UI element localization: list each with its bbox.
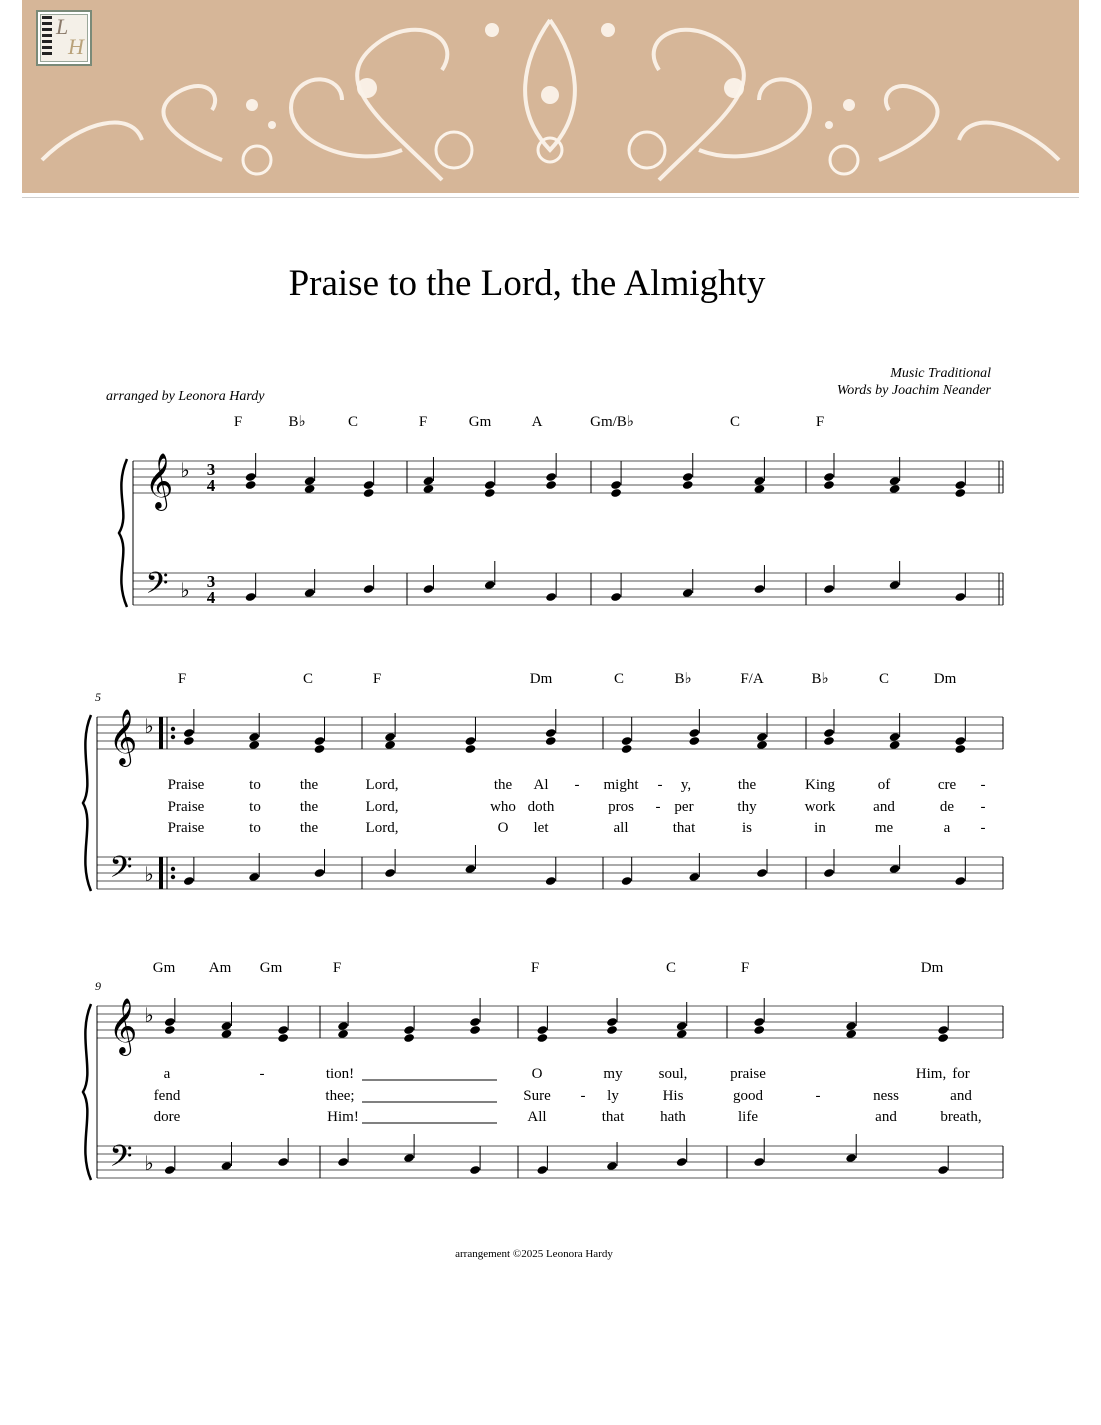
- bass-note: [183, 876, 195, 886]
- lyric-syllable: dore: [153, 1109, 181, 1125]
- treble-note: [610, 488, 622, 498]
- treble-note: [245, 480, 257, 490]
- treble-clef-icon: 𝄞: [108, 1000, 138, 1053]
- measure-number: 9: [95, 979, 101, 993]
- treble-note: [403, 1025, 415, 1035]
- arranger-credit: arranged by Leonora Hardy: [106, 389, 265, 404]
- treble-note: [469, 1017, 481, 1027]
- lyric-syllable: breath,: [940, 1109, 982, 1125]
- logo-letter-l: L: [56, 14, 69, 39]
- logo-letter-h: H: [68, 34, 84, 59]
- treble-note: [469, 1025, 481, 1035]
- lyric-syllable: -: [657, 777, 663, 793]
- measure-number: 5: [95, 690, 101, 704]
- flat-icon: ♭: [180, 460, 190, 482]
- treble-note: [363, 480, 375, 490]
- lyric-syllable: the: [737, 777, 757, 793]
- bass-note: [277, 1157, 289, 1167]
- lyric-syllable: Al: [533, 777, 549, 793]
- chord-symbol: F: [418, 414, 428, 430]
- chord-symbol: C: [347, 414, 359, 430]
- treble-note: [688, 736, 700, 746]
- lyric-syllable: per: [674, 799, 694, 815]
- bass-note: [753, 584, 765, 594]
- treble-note: [484, 480, 496, 490]
- treble-note: [314, 736, 326, 746]
- lyric-syllable: and: [873, 799, 895, 815]
- treble-note: [545, 472, 557, 482]
- treble-note: [277, 1025, 289, 1035]
- chord-symbol: Dm: [933, 671, 957, 687]
- chord-symbol: B♭: [811, 671, 829, 687]
- repeat-thick-bar: [159, 857, 163, 889]
- chord-symbol: Gm: [468, 414, 492, 430]
- page-title: Praise to the Lord, the Almighty: [288, 263, 766, 304]
- bass-note: [164, 1165, 176, 1175]
- time-signature-bottom: 4: [206, 588, 216, 607]
- treble-note: [465, 744, 477, 754]
- treble-note: [621, 736, 633, 746]
- words-credit: Words by Joachim Neander: [836, 383, 991, 398]
- grand-staff-brace: [83, 715, 91, 891]
- treble-note: [610, 480, 622, 490]
- lyric-syllable: let: [533, 820, 549, 836]
- lyric-syllable: tion!: [325, 1066, 355, 1082]
- bass-note: [621, 876, 633, 886]
- chord-symbol: F: [530, 960, 540, 976]
- treble-note: [183, 728, 195, 738]
- lyric-syllable: King: [805, 777, 835, 793]
- chord-symbol: B♭: [288, 414, 306, 430]
- bass-note: [610, 592, 622, 602]
- chord-symbol: F: [233, 414, 243, 430]
- lyric-syllable: who: [490, 799, 516, 815]
- treble-note: [536, 1033, 548, 1043]
- treble-clef-icon: 𝄞: [108, 711, 138, 764]
- lyric-syllable: work: [804, 799, 836, 815]
- treble-note: [823, 472, 835, 482]
- bass-note: [954, 592, 966, 602]
- treble-note: [688, 728, 700, 738]
- lyric-syllable: Him,: [915, 1066, 947, 1082]
- grand-staff-brace: [83, 1004, 91, 1180]
- bass-note: [423, 584, 435, 594]
- treble-note: [621, 744, 633, 754]
- treble-note: [164, 1017, 176, 1027]
- lyric-syllable: a: [163, 1066, 171, 1082]
- chord-symbol: A: [531, 414, 543, 430]
- treble-note: [606, 1025, 618, 1035]
- bass-clef-icon: 𝄢: [109, 1140, 133, 1180]
- lyric-syllable: thy: [737, 799, 757, 815]
- repeat-dot: [171, 727, 175, 731]
- chord-symbol: Gm/B♭: [590, 414, 634, 430]
- treble-note: [545, 480, 557, 490]
- treble-note: [753, 1025, 765, 1035]
- lyric-syllable: Praise: [167, 799, 205, 815]
- bass-note: [753, 1157, 765, 1167]
- bass-note: [363, 584, 375, 594]
- chord-symbol: F: [372, 671, 382, 687]
- lyric-syllable: Lord,: [365, 820, 399, 836]
- chord-symbol: F: [177, 671, 187, 687]
- lyric-syllable: Lord,: [365, 777, 399, 793]
- lyric-syllable: soul,: [658, 1066, 688, 1082]
- chord-symbol: Gm: [259, 960, 283, 976]
- time-signature-bottom: 4: [206, 476, 216, 495]
- lyric-syllable: for: [952, 1066, 970, 1082]
- treble-note: [954, 488, 966, 498]
- treble-note: [937, 1025, 949, 1035]
- lyric-syllable: the: [299, 799, 319, 815]
- treble-note: [954, 736, 966, 746]
- treble-note: [937, 1033, 949, 1043]
- treble-note: [753, 1017, 765, 1027]
- lyric-syllable: thee;: [325, 1088, 355, 1104]
- lyric-syllable: doth: [527, 799, 555, 815]
- lyric-syllable: and: [875, 1109, 897, 1125]
- lyric-syllable: y,: [680, 777, 692, 793]
- repeat-thick-bar: [159, 717, 163, 749]
- treble-note: [823, 480, 835, 490]
- lyric-syllable: -: [815, 1088, 821, 1104]
- bass-note: [676, 1157, 688, 1167]
- chord-symbol: C: [878, 671, 890, 687]
- treble-note: [545, 728, 557, 738]
- lyric-syllable: to: [249, 820, 261, 836]
- bass-note: [937, 1165, 949, 1175]
- lyric-syllable: O: [497, 820, 509, 836]
- music-credit: Music Traditional: [890, 366, 991, 381]
- lyric-syllable: -: [980, 820, 986, 836]
- time-signature-top: 3: [206, 460, 216, 479]
- chord-symbol: C: [665, 960, 677, 976]
- bass-note: [823, 584, 835, 594]
- bass-note: [314, 868, 326, 878]
- lyric-syllable: that: [672, 820, 696, 836]
- lyric-syllable: and: [950, 1088, 972, 1104]
- treble-note: [164, 1025, 176, 1035]
- lyric-syllable: fend: [153, 1088, 181, 1104]
- lyric-syllable: -: [980, 799, 986, 815]
- lyric-syllable: Him!: [327, 1109, 359, 1125]
- lyric-syllable: life: [738, 1109, 758, 1125]
- bass-note: [545, 592, 557, 602]
- treble-note: [465, 736, 477, 746]
- treble-note: [682, 480, 694, 490]
- lyric-syllable: is: [741, 820, 753, 836]
- lyric-syllable: good: [733, 1088, 763, 1104]
- lyric-syllable: all: [613, 820, 629, 836]
- bass-note: [536, 1165, 548, 1175]
- lyric-syllable: ness: [873, 1088, 899, 1104]
- lyric-syllable: my: [603, 1066, 623, 1082]
- treble-note: [403, 1033, 415, 1043]
- chord-symbol: C: [302, 671, 314, 687]
- chord-symbol: F: [815, 414, 825, 430]
- chord-symbol: C: [729, 414, 741, 430]
- flat-icon: ♭: [144, 864, 154, 886]
- lyric-syllable: -: [574, 777, 580, 793]
- treble-note: [277, 1033, 289, 1043]
- copyright-footer: arrangement ©2025 Leonora Hardy: [455, 1248, 613, 1260]
- chord-symbol: F/A: [740, 671, 764, 687]
- chord-symbol: B♭: [674, 671, 692, 687]
- lyric-syllable: ly: [607, 1088, 619, 1104]
- lyric-syllable: that: [601, 1109, 625, 1125]
- lyric-syllable: His: [662, 1088, 684, 1104]
- treble-note: [545, 736, 557, 746]
- treble-note: [245, 472, 257, 482]
- bass-note: [823, 868, 835, 878]
- lyric-syllable: de: [939, 799, 955, 815]
- flat-icon: ♭: [144, 716, 154, 738]
- lyric-syllable: -: [980, 777, 986, 793]
- flat-icon: ♭: [144, 1153, 154, 1175]
- repeat-dot: [171, 867, 175, 871]
- lyric-syllable: might: [603, 777, 639, 793]
- lyric-syllable: to: [249, 799, 261, 815]
- lyric-syllable: the: [299, 820, 319, 836]
- time-signature-top: 3: [206, 572, 216, 591]
- lyric-syllable: -: [259, 1066, 265, 1082]
- treble-note: [823, 728, 835, 738]
- lyric-syllable: Lord,: [365, 799, 399, 815]
- flat-icon: ♭: [144, 1005, 154, 1027]
- lyric-syllable: me: [874, 820, 894, 836]
- lyric-syllable: hath: [660, 1109, 686, 1125]
- treble-note: [954, 480, 966, 490]
- lyric-syllable: the: [299, 777, 319, 793]
- lyric-syllable: praise: [730, 1066, 766, 1082]
- lyric-syllable: -: [655, 799, 661, 815]
- lyric-syllable: to: [249, 777, 261, 793]
- chord-symbol: F: [740, 960, 750, 976]
- flat-icon: ♭: [180, 580, 190, 602]
- lyric-syllable: of: [877, 777, 891, 793]
- lyric-syllable: in: [814, 820, 826, 836]
- repeat-dot: [171, 735, 175, 739]
- bass-note: [245, 592, 257, 602]
- chord-symbol: C: [613, 671, 625, 687]
- chord-symbol: Dm: [920, 960, 944, 976]
- treble-note: [954, 744, 966, 754]
- lyric-syllable: All: [527, 1109, 547, 1125]
- lyric-syllable: Praise: [167, 820, 205, 836]
- lyric-syllable: cre: [937, 777, 957, 793]
- lyric-syllable: a: [943, 820, 951, 836]
- lyric-syllable: pros: [608, 799, 634, 815]
- bass-note: [756, 868, 768, 878]
- treble-note: [183, 736, 195, 746]
- lyric-syllable: the: [493, 777, 513, 793]
- lyric-syllable: -: [580, 1088, 586, 1104]
- repeat-dot: [171, 875, 175, 879]
- treble-note: [363, 488, 375, 498]
- chord-symbol: Dm: [529, 671, 553, 687]
- bass-note: [337, 1157, 349, 1167]
- bass-note: [384, 868, 396, 878]
- bass-clef-icon: 𝄢: [109, 851, 133, 891]
- treble-note: [536, 1025, 548, 1035]
- chord-symbol: Am: [208, 960, 232, 976]
- chord-symbol: Gm: [152, 960, 176, 976]
- lyric-syllable: Praise: [167, 777, 205, 793]
- treble-note: [314, 744, 326, 754]
- treble-note: [682, 472, 694, 482]
- treble-clef-icon: 𝄞: [144, 455, 174, 508]
- treble-note: [606, 1017, 618, 1027]
- bass-clef-icon: 𝄢: [145, 567, 169, 607]
- treble-note: [484, 488, 496, 498]
- chord-symbol: F: [332, 960, 342, 976]
- lyric-syllable: O: [531, 1066, 543, 1082]
- bass-note: [469, 1165, 481, 1175]
- bass-note: [545, 876, 557, 886]
- lyric-syllable: Sure: [523, 1088, 551, 1104]
- bass-note: [954, 876, 966, 886]
- grand-staff-brace: [119, 459, 127, 607]
- treble-note: [823, 736, 835, 746]
